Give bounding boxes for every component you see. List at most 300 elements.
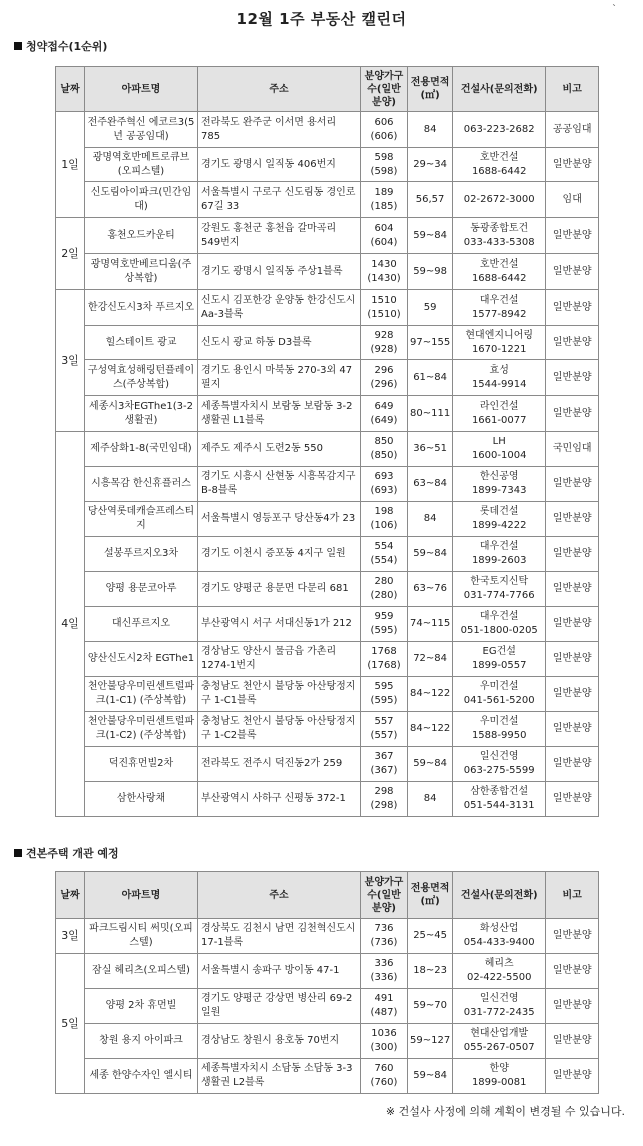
builder-phone: 055-267-0507 <box>463 1042 535 1053</box>
builder-cell <box>453 360 546 396</box>
units-cell <box>361 954 408 989</box>
units-general: (760) <box>370 1077 398 1088</box>
builder-phone: 02-422-5500 <box>466 972 532 983</box>
header-units: 분양가구수(일반분양) <box>361 67 408 112</box>
header-note: 비고 <box>546 872 599 919</box>
units-total: 189 <box>374 186 394 198</box>
builder-phone: 1544-9914 <box>471 378 527 390</box>
builder-cell <box>453 290 546 326</box>
apartment-name-cell: 세종 한양수자인 엘시티 <box>85 1059 198 1094</box>
units-general: (598) <box>370 165 398 177</box>
builder-name: 현대산업개발 <box>470 1028 529 1039</box>
units-general: (1768) <box>367 660 401 671</box>
units-total: 280 <box>374 576 394 587</box>
builder-cell <box>453 326 546 360</box>
note-cell: 일반분양 <box>546 467 599 502</box>
header-builder: 건설사(문의전화) <box>453 67 546 112</box>
builder-cell <box>453 467 546 502</box>
apartment-name-cell: 전주완주혁신 에코르3(5년 공공임대) <box>85 112 198 148</box>
units-total: 367 <box>374 751 394 762</box>
units-cell <box>361 607 408 642</box>
apartment-name-cell: 힐스테이트 광교 <box>85 326 198 360</box>
apartment-name-cell: 신도림아이파크(민간임대) <box>85 182 198 218</box>
table-row <box>56 919 599 954</box>
units-total: 198 <box>374 506 394 517</box>
table-row <box>56 360 599 396</box>
footnote: ※ 건설사 사정에 의해 계획이 변경될 수 있습니다. <box>385 1105 625 1118</box>
builder-cell <box>453 1059 546 1094</box>
table-row <box>56 502 599 537</box>
note-cell: 일반분양 <box>546 537 599 572</box>
units-general: (106) <box>370 520 398 531</box>
address-cell: 충청남도 천안시 불당동 아산탕정지구 1-C1블록 <box>198 677 361 712</box>
builder-cell <box>453 502 546 537</box>
apartment-name-cell: 삼한사랑채 <box>85 782 198 817</box>
address-cell: 서울특별시 송파구 방이동 47-1 <box>198 954 361 989</box>
area-cell: 84 <box>408 782 453 817</box>
apartment-name-cell: 대신푸르지오 <box>85 607 198 642</box>
area-cell: 59~84 <box>408 747 453 782</box>
apartment-name-cell: 양평 2차 휴먼빌 <box>85 989 198 1024</box>
table-row <box>56 572 599 607</box>
units-cell <box>361 467 408 502</box>
address-cell: 경상남도 양산시 물금읍 가촌리 1274-1번지 <box>198 642 361 677</box>
units-cell <box>361 502 408 537</box>
address-cell: 신도시 김포한강 운양동 한강신도시 Aa-3블록 <box>198 290 361 326</box>
builder-cell <box>453 747 546 782</box>
builder-cell <box>453 396 546 432</box>
apartment-name-cell: 제주삼화1-8(국민임대) <box>85 432 198 467</box>
units-general: (928) <box>370 343 398 355</box>
address-cell: 세종특별자치시 소담동 소담동 3-3생활권 L2블록 <box>198 1059 361 1094</box>
area-cell: 84 <box>408 112 453 148</box>
header-apartment: 아파트명 <box>85 67 198 112</box>
builder-cell <box>453 218 546 254</box>
area-cell: 59~84 <box>408 1059 453 1094</box>
units-total: 850 <box>374 436 394 447</box>
date-cell: 3일 <box>56 919 85 954</box>
units-total: 598 <box>374 151 394 163</box>
builder-name: 삼한종합건설 <box>470 786 529 797</box>
date-cell: 5일 <box>56 954 85 1094</box>
header-area: 전용면적(㎡) <box>408 872 453 919</box>
table-row <box>56 712 599 747</box>
units-cell <box>361 182 408 218</box>
area-cell: 59~98 <box>408 254 453 290</box>
units-total: 595 <box>374 681 394 692</box>
apartment-name-cell: 홍천오드카운티 <box>85 218 198 254</box>
builder-phone: 1688-6442 <box>471 272 527 284</box>
table-row <box>56 432 599 467</box>
units-cell <box>361 919 408 954</box>
builder-cell <box>453 712 546 747</box>
note-cell: 일반분양 <box>546 326 599 360</box>
table-row <box>56 537 599 572</box>
area-cell: 59~84 <box>408 537 453 572</box>
units-general: (280) <box>370 590 398 601</box>
builder-cell <box>453 537 546 572</box>
square-bullet-icon <box>14 849 22 857</box>
header-date: 날짜 <box>56 67 85 112</box>
units-total: 760 <box>374 1063 394 1074</box>
address-cell: 경기도 시흥시 산현동 시흥목감지구 B-8블록 <box>198 467 361 502</box>
section-title-text: 청약접수(1순위) <box>26 40 108 53</box>
units-general: (604) <box>370 236 398 248</box>
units-general: (595) <box>370 695 398 706</box>
apartment-name-cell: 덕진휴먼빌2차 <box>85 747 198 782</box>
units-general: (1430) <box>367 272 401 284</box>
address-cell: 경기도 용인시 마북동 270-3외 47필지 <box>198 360 361 396</box>
builder-name: 헤리츠 <box>484 958 514 969</box>
area-cell: 36~51 <box>408 432 453 467</box>
note-cell: 일반분양 <box>546 954 599 989</box>
area-cell: 59~127 <box>408 1024 453 1059</box>
note-cell: 일반분양 <box>546 148 599 182</box>
units-general: (367) <box>370 765 398 776</box>
units-cell <box>361 537 408 572</box>
units-total: 1510 <box>371 294 397 306</box>
section-title-model-house <box>14 845 119 861</box>
section-title-text: 견본주택 개관 예정 <box>26 847 119 860</box>
units-general: (649) <box>370 414 398 426</box>
table-row <box>56 747 599 782</box>
header-date: 날짜 <box>56 872 85 919</box>
area-cell: 84~122 <box>408 712 453 747</box>
note-cell: 일반분양 <box>546 290 599 326</box>
address-cell: 경기도 이천시 증포동 4지구 일원 <box>198 537 361 572</box>
units-general: (296) <box>370 378 398 390</box>
builder-phone: 1577-8942 <box>471 308 527 320</box>
address-cell: 경기도 광명시 일직동 406번지 <box>198 148 361 182</box>
table-row <box>56 1024 599 1059</box>
note-cell: 일반분양 <box>546 502 599 537</box>
apartment-name-cell: 잠실 헤리츠(오피스텔) <box>85 954 198 989</box>
table-row <box>56 607 599 642</box>
apartment-name-cell: 천안불당우미린센트럴파크(1-C2) (주상복합) <box>85 712 198 747</box>
address-cell: 제주도 제주시 도련2동 550 <box>198 432 361 467</box>
units-general: (850) <box>370 450 398 461</box>
table-row <box>56 326 599 360</box>
note-cell: 일반분양 <box>546 782 599 817</box>
model-house-table <box>55 871 599 1094</box>
builder-phone: 041-561-5200 <box>463 695 535 706</box>
table-row <box>56 989 599 1024</box>
header-apartment: 아파트명 <box>85 872 198 919</box>
units-general: (185) <box>370 200 398 212</box>
builder-phone: 1600-1004 <box>471 450 527 461</box>
area-cell: 59~84 <box>408 218 453 254</box>
address-cell: 부산광역시 사하구 신평동 372-1 <box>198 782 361 817</box>
builder-name: 현대엔지니어링 <box>465 329 534 341</box>
units-total: 298 <box>374 786 394 797</box>
apartment-name-cell: 천안불당우미린센트럴파크(1-C1) (주상복합) <box>85 677 198 712</box>
units-total: 959 <box>374 611 394 622</box>
builder-name: 대우건설 <box>479 541 519 552</box>
builder-phone: 1670-1221 <box>471 343 527 355</box>
builder-cell <box>453 432 546 467</box>
builder-phone: 063-275-5599 <box>463 765 535 776</box>
builder-name: 한신공영 <box>479 471 519 482</box>
builder-name: 일신건영 <box>479 993 519 1004</box>
builder-phone: 063-223-2682 <box>463 123 535 135</box>
units-cell <box>361 218 408 254</box>
header-units: 분양가구수(일반분양) <box>361 872 408 919</box>
table-row <box>56 954 599 989</box>
builder-name: LH <box>492 436 506 447</box>
units-total: 606 <box>374 116 394 128</box>
units-general: (693) <box>370 485 398 496</box>
builder-name: 한국토지신탁 <box>470 576 529 587</box>
area-cell: 63~84 <box>408 467 453 502</box>
table-row <box>56 254 599 290</box>
units-cell <box>361 1024 408 1059</box>
units-general: (557) <box>370 730 398 741</box>
units-general: (606) <box>370 130 398 142</box>
note-cell: 일반분양 <box>546 396 599 432</box>
units-total: 649 <box>374 400 394 412</box>
address-cell: 경상남도 창원시 용호동 70번지 <box>198 1024 361 1059</box>
area-cell: 97~155 <box>408 326 453 360</box>
area-cell: 18~23 <box>408 954 453 989</box>
builder-phone: 031-774-7766 <box>463 590 535 601</box>
builder-phone: 1688-6442 <box>471 165 527 177</box>
note-cell: 일반분양 <box>546 677 599 712</box>
units-cell <box>361 360 408 396</box>
area-cell: 72~84 <box>408 642 453 677</box>
apartment-name-cell: 시흥목감 한신휴플러스 <box>85 467 198 502</box>
header-address: 주소 <box>198 872 361 919</box>
address-cell: 전라북도 완주군 이서면 용서리 785 <box>198 112 361 148</box>
area-cell: 84~122 <box>408 677 453 712</box>
apartment-name-cell: 구성역효성해링턴플레이스(주상복합) <box>85 360 198 396</box>
builder-cell <box>453 642 546 677</box>
units-cell <box>361 989 408 1024</box>
table-row <box>56 112 599 148</box>
units-total: 296 <box>374 364 394 376</box>
units-cell <box>361 112 408 148</box>
builder-cell <box>453 182 546 218</box>
builder-cell <box>453 989 546 1024</box>
units-cell <box>361 642 408 677</box>
page-title: 12월 1주 부동산 캘린더 <box>236 10 407 28</box>
table-row <box>56 290 599 326</box>
builder-phone: 1588-9950 <box>471 730 527 741</box>
builder-cell <box>453 254 546 290</box>
note-cell: 일반분양 <box>546 919 599 954</box>
units-general: (1510) <box>367 308 401 320</box>
builder-phone: 1899-7343 <box>471 485 527 496</box>
note-cell: 일반분양 <box>546 607 599 642</box>
builder-phone: 02-2672-3000 <box>463 193 535 205</box>
builder-name: 일신건영 <box>479 751 519 762</box>
builder-phone: 1899-4222 <box>471 520 527 531</box>
units-general: (300) <box>370 1042 398 1053</box>
apartment-name-cell: 설봉푸르지오3차 <box>85 537 198 572</box>
units-total: 1036 <box>371 1028 397 1039</box>
note-cell: 일반분양 <box>546 989 599 1024</box>
area-cell: 25~45 <box>408 919 453 954</box>
builder-phone: 033-433-5308 <box>463 236 535 248</box>
builder-phone: 051-544-3131 <box>463 800 535 811</box>
units-total: 928 <box>374 329 394 341</box>
apartment-name-cell: 당산역롯데캐슬프레스티지 <box>85 502 198 537</box>
builder-cell <box>453 148 546 182</box>
units-cell <box>361 290 408 326</box>
address-cell: 부산광역시 서구 서대신동1가 212 <box>198 607 361 642</box>
units-total: 736 <box>374 923 394 934</box>
apartment-name-cell: 광명역호반메트로큐브(오피스텔) <box>85 148 198 182</box>
units-cell <box>361 432 408 467</box>
header-builder: 건설사(문의전화) <box>453 872 546 919</box>
area-cell: 61~84 <box>408 360 453 396</box>
builder-name: 우미건설 <box>479 716 519 727</box>
units-total: 554 <box>374 541 394 552</box>
units-cell <box>361 747 408 782</box>
area-cell: 74~115 <box>408 607 453 642</box>
builder-phone: 054-433-9400 <box>463 937 535 948</box>
apartment-name-cell: 양평 용문코아루 <box>85 572 198 607</box>
address-cell: 서울특별시 구로구 신도림동 경인로 67길 33 <box>198 182 361 218</box>
apartment-name-cell: 파크드림시티 써밋(오피스텔) <box>85 919 198 954</box>
address-cell: 경기도 광명시 일직동 주상1블록 <box>198 254 361 290</box>
table-header-row <box>56 67 599 112</box>
note-cell: 일반분양 <box>546 642 599 677</box>
section-title-subscription <box>14 38 107 54</box>
units-general: (336) <box>370 972 398 983</box>
units-general: (595) <box>370 625 398 636</box>
date-cell: 4일 <box>56 432 85 817</box>
note-cell: 공공임대 <box>546 112 599 148</box>
builder-cell <box>453 919 546 954</box>
builder-name: 한양 <box>489 1063 509 1074</box>
units-cell <box>361 677 408 712</box>
units-general: (736) <box>370 937 398 948</box>
builder-cell <box>453 572 546 607</box>
table-row <box>56 642 599 677</box>
square-bullet-icon <box>14 42 22 50</box>
header-note: 비고 <box>546 67 599 112</box>
units-cell <box>361 148 408 182</box>
builder-phone: 051-1800-0205 <box>460 625 538 636</box>
note-cell: 일반분양 <box>546 1059 599 1094</box>
units-cell <box>361 396 408 432</box>
builder-cell <box>453 112 546 148</box>
address-cell: 전라북도 전주시 덕진동2가 259 <box>198 747 361 782</box>
builder-cell <box>453 954 546 989</box>
table-row <box>56 148 599 182</box>
note-cell: 일반분양 <box>546 572 599 607</box>
area-cell: 59 <box>408 290 453 326</box>
table-row <box>56 182 599 218</box>
table-row <box>56 782 599 817</box>
apartment-name-cell: 창원 용지 아이파크 <box>85 1024 198 1059</box>
table-row <box>56 677 599 712</box>
builder-name: 라인건설 <box>479 400 519 412</box>
date-cell: 3일 <box>56 290 85 432</box>
note-cell: 일반분양 <box>546 1024 599 1059</box>
units-cell <box>361 782 408 817</box>
note-cell: 일반분양 <box>546 747 599 782</box>
units-general: (487) <box>370 1007 398 1018</box>
builder-name: 효성 <box>489 364 509 376</box>
units-cell <box>361 254 408 290</box>
header-area: 전용면적(㎡) <box>408 67 453 112</box>
address-cell: 세종특별자치시 보람동 보람동 3-2생활권 L1블록 <box>198 396 361 432</box>
builder-phone: 031-772-2435 <box>463 1007 535 1018</box>
builder-name: 대우건설 <box>479 294 519 306</box>
subscription-table <box>55 66 599 817</box>
builder-name: 대우건설 <box>479 611 519 622</box>
units-cell <box>361 326 408 360</box>
note-cell: 임대 <box>546 182 599 218</box>
apartment-name-cell: 양산신도시2차 EGThe1 <box>85 642 198 677</box>
builder-phone: 1899-2603 <box>471 555 527 566</box>
table-row <box>56 467 599 502</box>
address-cell: 경기도 양평군 강상면 병산리 69-2 일원 <box>198 989 361 1024</box>
area-cell: 63~76 <box>408 572 453 607</box>
builder-cell <box>453 607 546 642</box>
area-cell: 84 <box>408 502 453 537</box>
units-total: 1768 <box>371 646 397 657</box>
builder-cell <box>453 677 546 712</box>
table-row <box>56 396 599 432</box>
area-cell: 80~111 <box>408 396 453 432</box>
units-total: 557 <box>374 716 394 727</box>
address-cell: 신도시 광교 하동 D3블록 <box>198 326 361 360</box>
table-row <box>56 1059 599 1094</box>
address-cell: 강원도 홍천군 홍천읍 갈마곡리 549번지 <box>198 218 361 254</box>
address-cell: 경상북도 김천시 남면 김천혁신도시 17-1블록 <box>198 919 361 954</box>
units-total: 491 <box>374 993 394 1004</box>
builder-name: 호반건설 <box>479 151 519 163</box>
units-total: 336 <box>374 958 394 969</box>
header-address: 주소 <box>198 67 361 112</box>
apartment-name-cell: 광명역호반베르디움(주상복합) <box>85 254 198 290</box>
date-cell: 2일 <box>56 218 85 290</box>
units-general: (554) <box>370 555 398 566</box>
note-cell: 일반분양 <box>546 254 599 290</box>
builder-cell <box>453 1024 546 1059</box>
area-cell: 59~70 <box>408 989 453 1024</box>
builder-cell <box>453 782 546 817</box>
builder-name: 롯데건설 <box>479 506 519 517</box>
table-header-row <box>56 872 599 919</box>
area-cell: 29~34 <box>408 148 453 182</box>
address-cell: 충청남도 천안시 불당동 아산탕정지구 1-C2블록 <box>198 712 361 747</box>
note-cell: 국민임대 <box>546 432 599 467</box>
table-row <box>56 218 599 254</box>
builder-phone: 1899-0081 <box>471 1077 527 1088</box>
units-total: 693 <box>374 471 394 482</box>
units-cell <box>361 572 408 607</box>
note-cell: 일반분양 <box>546 218 599 254</box>
units-cell <box>361 1059 408 1094</box>
apartment-name-cell: 세종시3차EGThe1(3-2생활권) <box>85 396 198 432</box>
corner-mark: ` <box>612 4 617 15</box>
units-general: (298) <box>370 800 398 811</box>
units-cell <box>361 712 408 747</box>
builder-name: 화성산업 <box>479 923 519 934</box>
builder-phone: 1899-0557 <box>471 660 527 671</box>
address-cell: 경기도 양평군 용문면 다문리 681 <box>198 572 361 607</box>
units-total: 604 <box>374 222 394 234</box>
apartment-name-cell: 한강신도시3차 푸르지오 <box>85 290 198 326</box>
date-cell: 1일 <box>56 112 85 218</box>
builder-phone: 1661-0077 <box>471 414 527 426</box>
builder-name: 호반건설 <box>479 258 519 270</box>
address-cell: 서울특별시 영등포구 당산동4가 23 <box>198 502 361 537</box>
builder-name: 우미건설 <box>479 681 519 692</box>
